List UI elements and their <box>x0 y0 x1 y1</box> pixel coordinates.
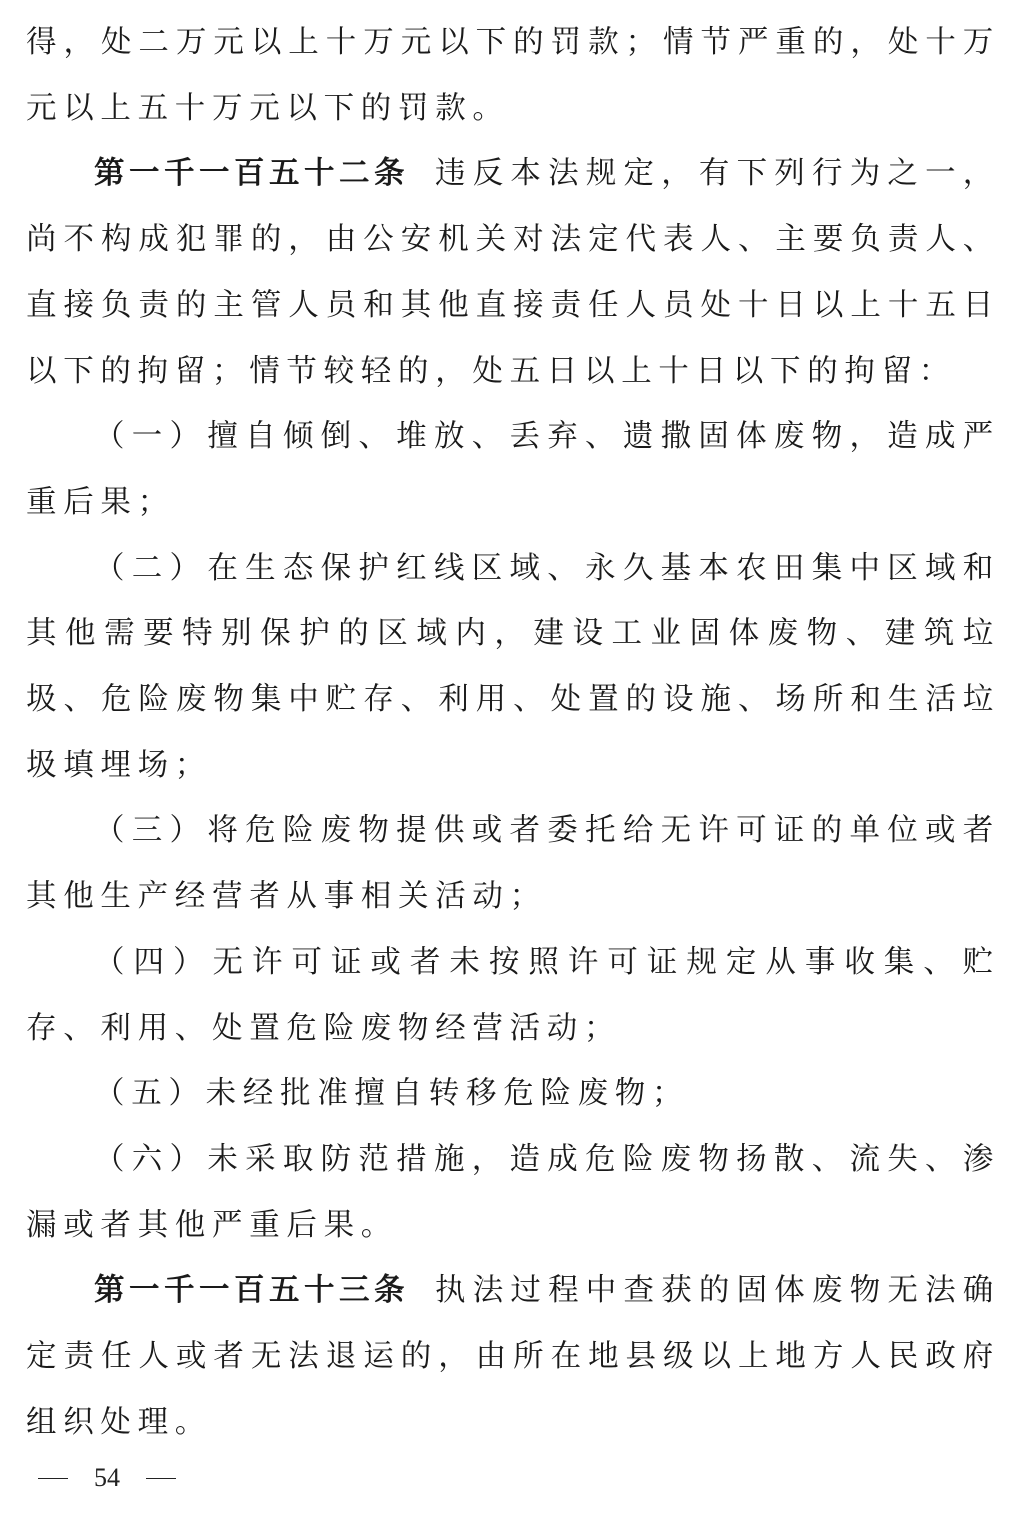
paragraph-text: （五）未经批准擅自转移危险废物； <box>94 1076 690 1112</box>
clause-1 <box>26 404 1000 535</box>
footer-dash-left <box>38 1478 68 1479</box>
document-body <box>26 10 1000 1455</box>
clause-4 <box>26 930 1000 1061</box>
clause-2 <box>26 536 1000 799</box>
paragraph-continuation <box>26 10 1000 141</box>
clause-3 <box>26 798 1000 929</box>
paragraph-text: （六）未采取防范措施，造成危险废物扬散、流失、渗漏或者其他严重后果。 <box>26 1141 1000 1243</box>
clause-6 <box>26 1127 1000 1258</box>
paragraph-text: 执法过程中查获的固体废物无法确定责任人或者无法退运的，由所在地县级以上地方人民政府组织处理。 <box>26 1273 1000 1440</box>
page-footer <box>38 1458 176 1498</box>
clause-5 <box>26 1061 1000 1127</box>
paragraph-text: （三）将危险废物提供或者委托给无许可证的单位或者其他生产经营者从事相关活动； <box>26 813 1000 915</box>
paragraph-text: 得，处二万元以上十万元以下的罚款；情节严重的，处十万元以上五十万元以下的罚款。 <box>26 25 1000 126</box>
footer-dash-right <box>146 1478 176 1479</box>
article-1152-paragraph <box>26 141 1000 404</box>
paragraph-text: （四）无许可证或者未按照许可证规定从事收集、贮存、利用、处置危险废物经营活动； <box>26 944 1000 1046</box>
article-1153-paragraph <box>26 1258 1000 1455</box>
article-heading: 第一千一百五十三条 <box>94 1273 409 1309</box>
article-heading: 第一千一百五十二条 <box>94 156 409 192</box>
paragraph-text: （一）擅自倾倒、堆放、丢弃、遗撒固体废物，造成严重后果； <box>26 419 1000 520</box>
page-number: 54 <box>94 1463 120 1492</box>
paragraph-text: （二）在生态保护红线区域、永久基本农田集中区域和其他需要特别保护的区域内，建设工业固体废物、建筑垃圾、危险废物集中贮存、利用、处置的设施、场所和生活垃圾填埋场； <box>26 550 1000 783</box>
paragraph-text: 违反本法规定，有下列行为之一，尚不构成犯罪的，由公安机关对法定代表人、主要负责人、直接负责的主管人员和其他直接责任人员处十日以上十五日以下的拘留；情节较轻的，处五日以上十日以下的拘留： <box>26 156 1000 389</box>
